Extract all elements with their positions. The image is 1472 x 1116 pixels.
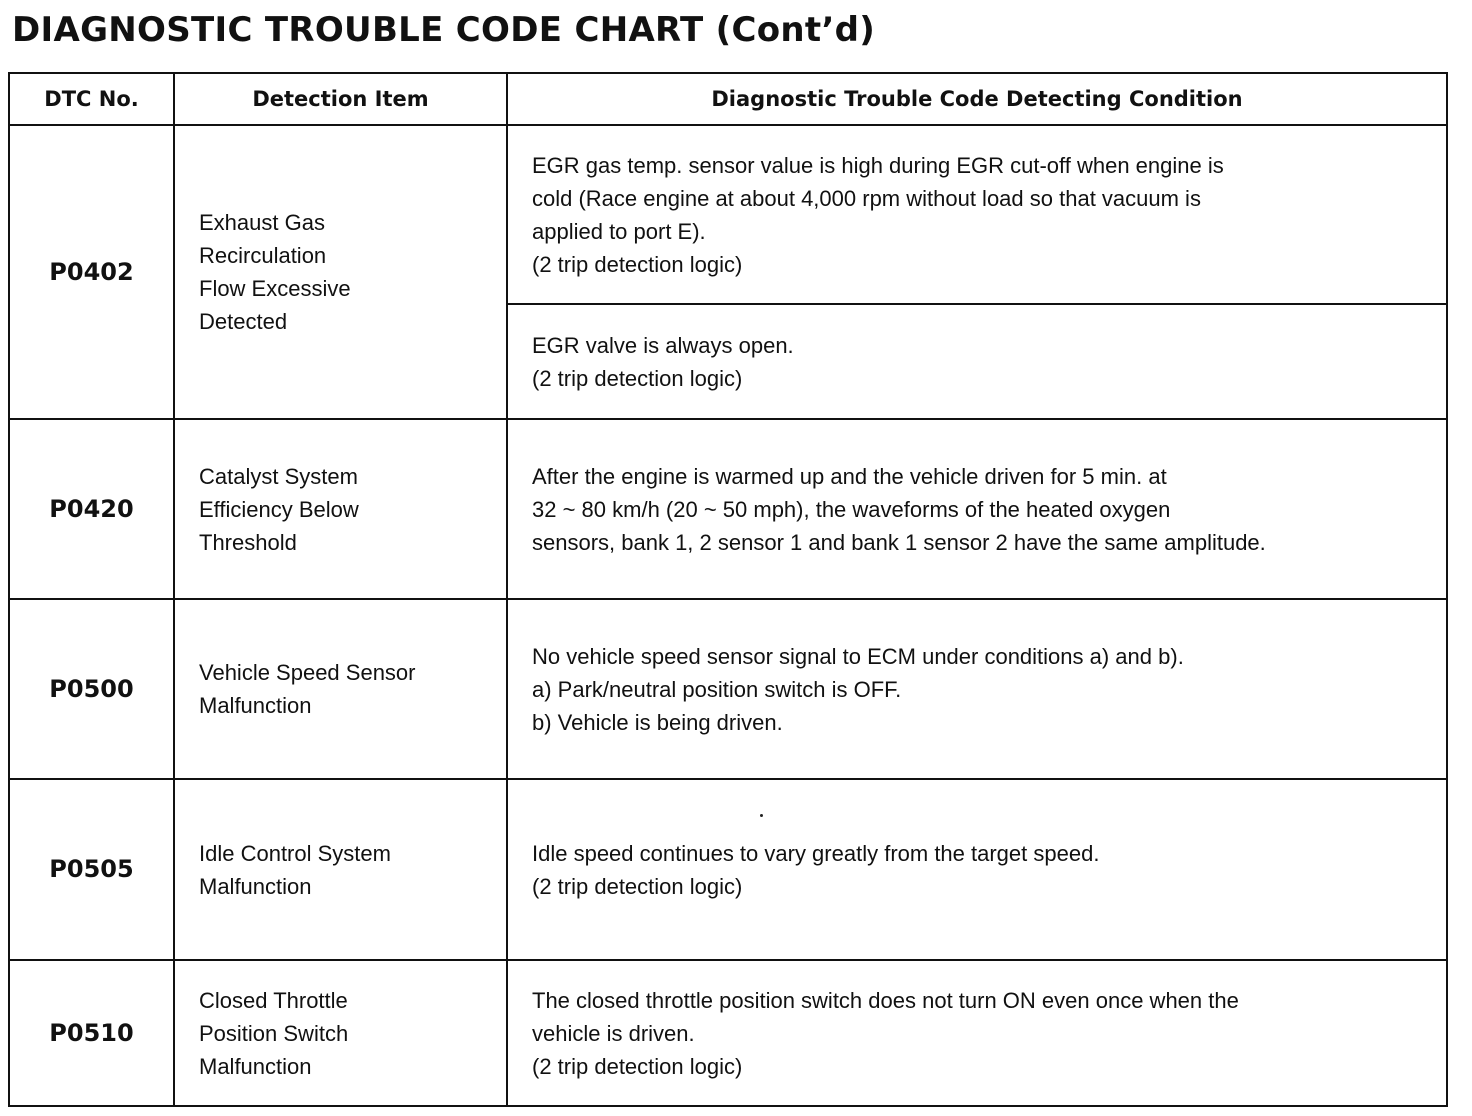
dtc-code: P0500 <box>9 599 174 779</box>
condition-line: (2 trip detection logic) <box>532 1053 743 1079</box>
condition-line: The closed throttle position switch does not turn ON even once when the <box>532 987 1239 1013</box>
condition-line: applied to port E). <box>532 218 706 244</box>
detection-item <box>174 125 507 419</box>
detection-item-line: Detected <box>199 309 288 334</box>
detecting-condition <box>507 779 1447 960</box>
detection-item-line: Flow Excessive <box>199 276 351 301</box>
condition-line: b) Vehicle is being driven. <box>532 709 783 735</box>
condition-line: After the engine is warmed up and the vehicle driven for 5 min. at <box>532 463 1167 489</box>
detection-item-line: Malfunction <box>199 1053 312 1079</box>
detection-item-line: Exhaust Gas <box>199 210 325 235</box>
detection-item-line: Malfunction <box>199 873 312 899</box>
condition-line: cold (Race engine at about 4,000 rpm without load so that vacuum is <box>532 185 1201 211</box>
page-title: DIAGNOSTIC TROUBLE CODE CHART (Cont’d) <box>12 10 876 50</box>
dtc-code: P0420 <box>9 419 174 599</box>
dtc-code: P0510 <box>9 960 174 1106</box>
condition-line: (2 trip detection logic) <box>532 873 743 899</box>
condition-line: a) Park/neutral position switch is OFF. <box>532 676 902 702</box>
condition-line: (2 trip detection logic) <box>532 251 743 277</box>
detection-item-line: Recirculation <box>199 243 327 268</box>
condition-line: EGR valve is always open. <box>532 332 794 358</box>
header-dtc-no: DTC No. <box>9 73 174 125</box>
detection-item <box>174 779 507 960</box>
detecting-condition <box>507 960 1447 1106</box>
condition-line: 32 ~ 80 km/h (20 ~ 50 mph), the waveforms of the heated oxygen <box>532 496 1171 522</box>
header-row <box>9 73 1447 125</box>
condition-line: No vehicle speed sensor signal to ECM under conditions a) and b). <box>532 643 1184 669</box>
condition-line: (2 trip detection logic) <box>532 365 743 391</box>
table-row-p0420 <box>9 419 1447 599</box>
dtc-chart-table <box>8 72 1448 1107</box>
condition-line: vehicle is driven. <box>532 1020 695 1046</box>
table-row-p0510 <box>9 960 1447 1106</box>
condition-line: EGR gas temp. sensor value is high during EGR cut-off when engine is <box>532 152 1224 178</box>
condition-line: Idle speed continues to vary greatly from the target speed. <box>532 840 1100 866</box>
detection-item <box>174 599 507 779</box>
table-row-p0402 <box>9 125 1447 304</box>
header-condition: Diagnostic Trouble Code Detecting Condition <box>507 73 1447 125</box>
detection-item-line: Efficiency Below <box>199 496 359 522</box>
detecting-condition <box>507 419 1447 599</box>
detecting-condition <box>507 125 1447 304</box>
dtc-code: P0402 <box>9 125 174 419</box>
detection-item-line: Closed Throttle <box>199 987 348 1013</box>
scan-speck <box>760 814 763 817</box>
condition-line: sensors, bank 1, 2 sensor 1 and bank 1 sensor 2 have the same amplitude. <box>532 529 1266 555</box>
detection-item-line: Malfunction <box>199 693 312 718</box>
table-row-p0500 <box>9 599 1447 779</box>
header-detection-item: Detection Item <box>174 73 507 125</box>
detection-item-line: Vehicle Speed Sensor <box>199 660 416 685</box>
detecting-condition <box>507 599 1447 779</box>
detection-item-line: Idle Control System <box>199 840 391 866</box>
detection-item-line: Catalyst System <box>199 463 358 489</box>
detection-item <box>174 419 507 599</box>
table-row-p0505 <box>9 779 1447 960</box>
detection-item <box>174 960 507 1106</box>
dtc-code: P0505 <box>9 779 174 960</box>
detecting-condition <box>507 304 1447 419</box>
detection-item-line: Position Switch <box>199 1020 349 1046</box>
detection-item-line: Threshold <box>199 529 297 555</box>
